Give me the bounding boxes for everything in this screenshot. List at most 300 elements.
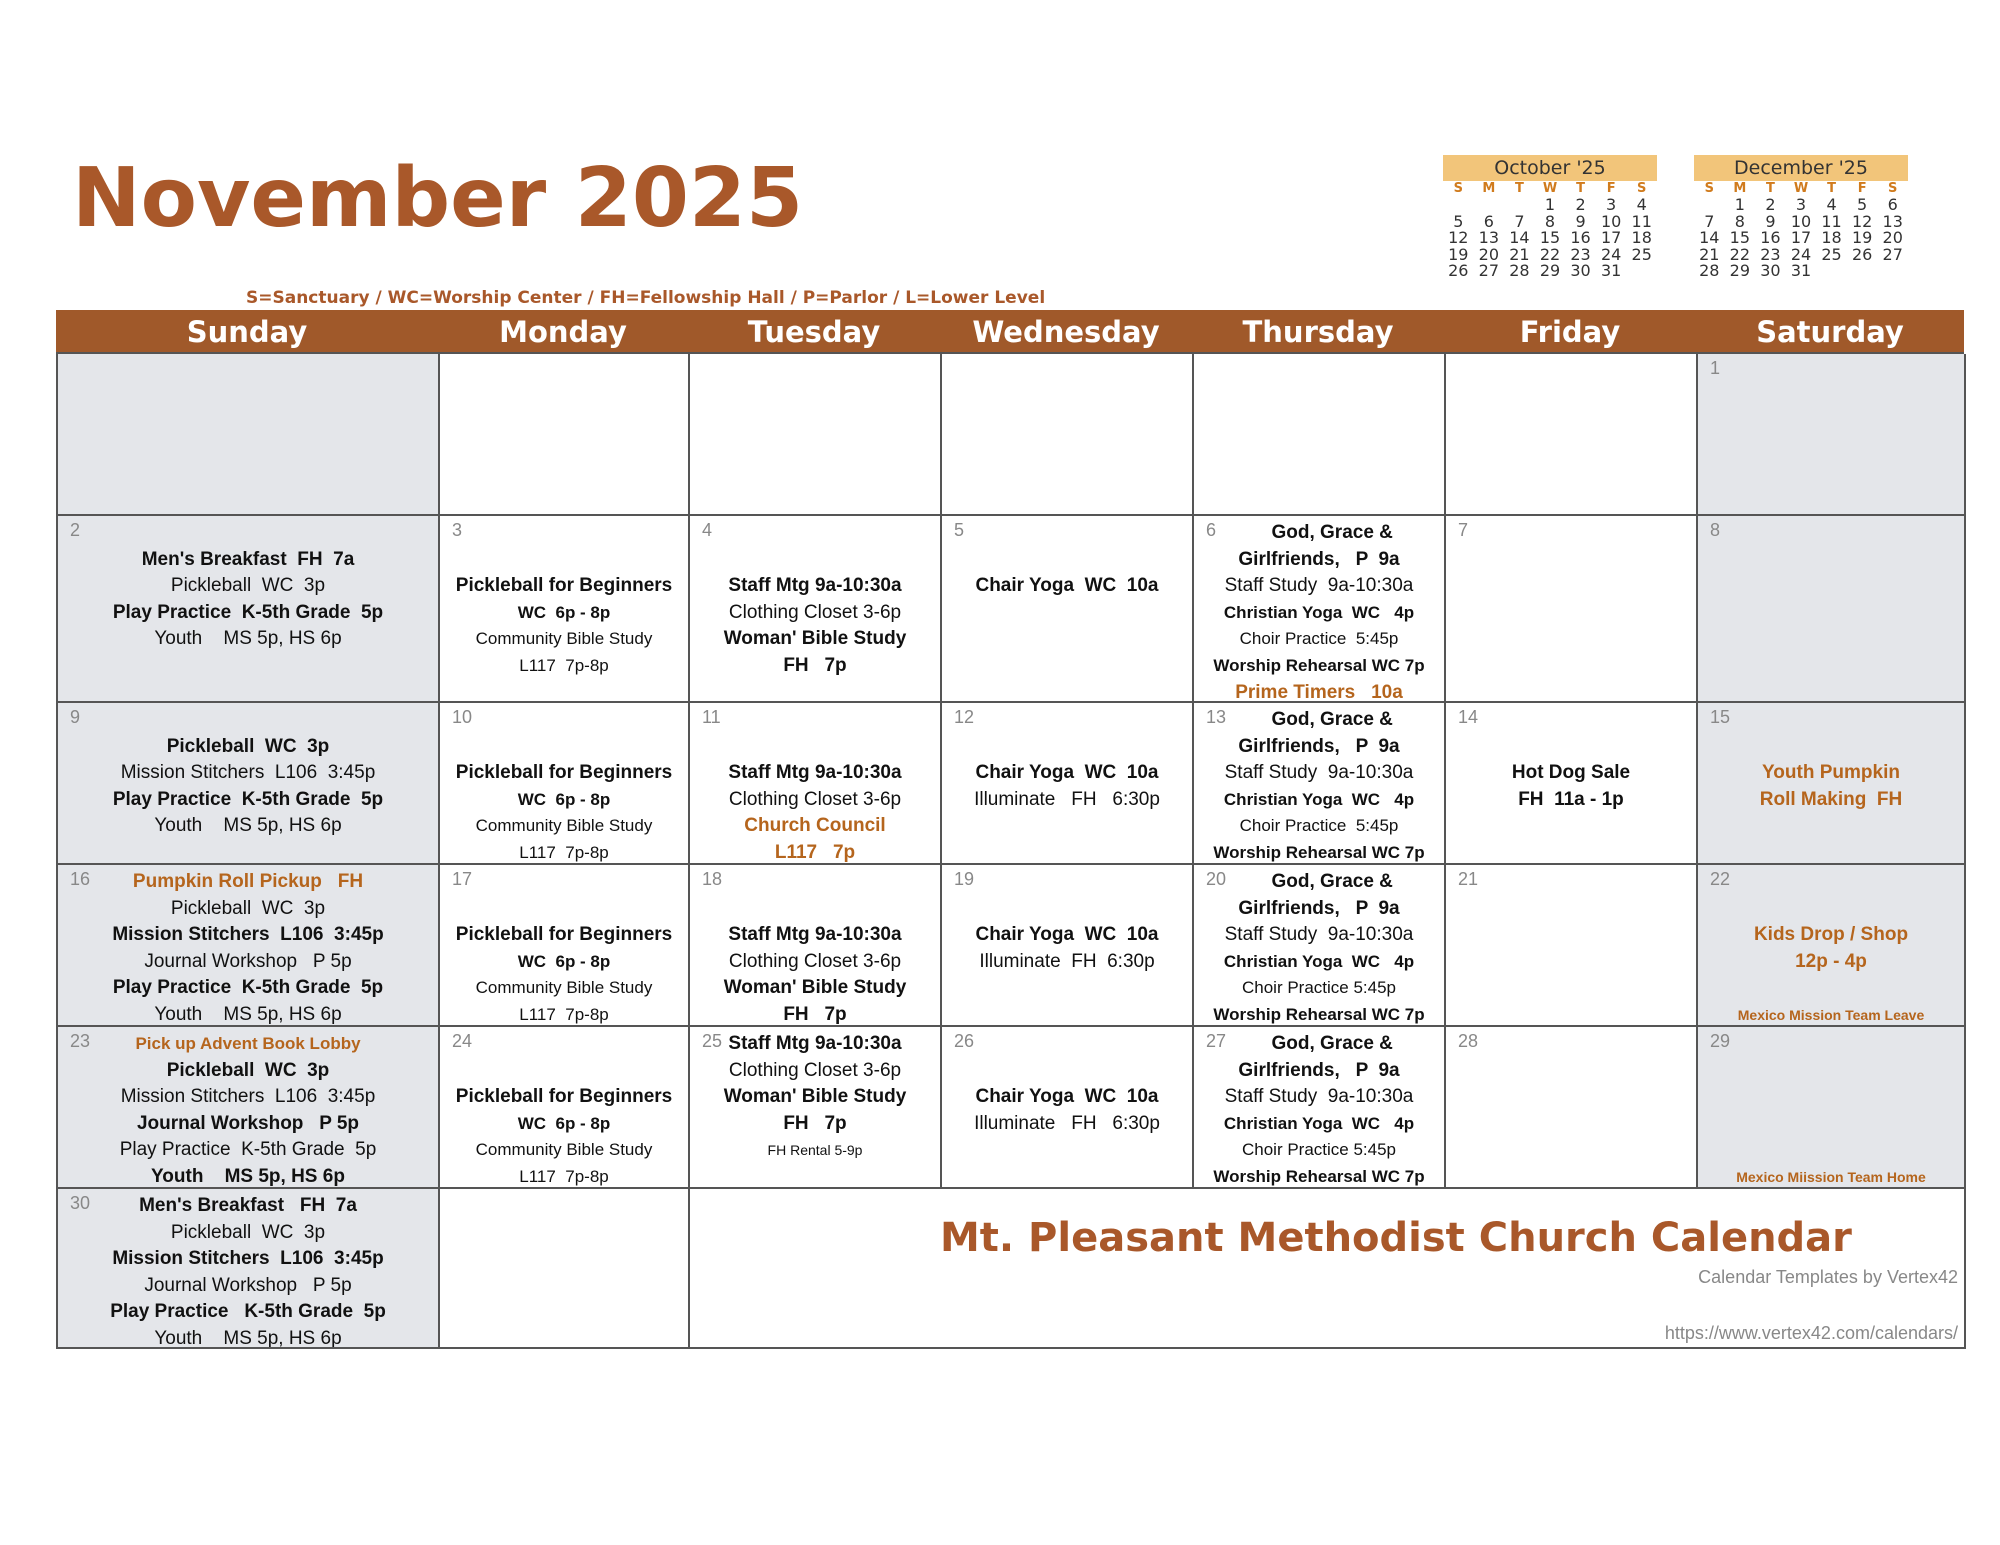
- event-line: Pickleball WC 3p: [166, 735, 330, 757]
- church-calendar-title: Mt. Pleasant Methodist Church Calendar: [940, 1215, 1852, 1261]
- event-line: [942, 547, 1192, 574]
- mini-day: 26: [1448, 261, 1469, 280]
- event-line: Christian Yoga WC 4p: [1223, 951, 1415, 971]
- mini-day: 26: [1851, 244, 1873, 264]
- month-calendar: [56, 310, 1964, 1349]
- event-list: [690, 707, 940, 865]
- mini-day: 13: [1478, 228, 1500, 247]
- weekday-header: [56, 310, 1964, 352]
- event-line: Pick up Advent Book Lobby: [135, 1034, 361, 1053]
- event-line: Roll Making FH: [1759, 788, 1903, 810]
- mini-day: 15: [1729, 228, 1751, 247]
- event-line: WC 6p - 8p: [517, 1113, 611, 1133]
- event-line: Pickleball WC 3p: [170, 575, 326, 597]
- event-line: Girlfriends, P 9a: [1238, 1059, 1400, 1081]
- event-list: [690, 869, 940, 1027]
- mini-day: 17: [1790, 228, 1812, 247]
- event-line: Play Practice K-5th Grade 5p: [112, 601, 384, 623]
- event-line: Mexico Mission Team Leave: [1737, 1006, 1925, 1023]
- mini-day: 10: [1790, 211, 1812, 231]
- day-number: 27: [1206, 1031, 1227, 1051]
- day-number: 20: [1206, 869, 1227, 889]
- weekday-saturday: Saturday: [1756, 315, 1904, 349]
- event-line: Worship Rehearsal WC 7p: [1213, 842, 1425, 862]
- event-list: [58, 1031, 438, 1189]
- mini-day: 14: [1509, 228, 1530, 247]
- weekday-monday: Monday: [499, 315, 627, 349]
- mini-day: 20: [1882, 228, 1903, 247]
- event-line: WC 6p - 8p: [517, 602, 611, 622]
- event-line: Community Bible Study: [475, 629, 653, 649]
- event-line: [1698, 975, 1964, 1002]
- event-line: Mission Stitchers L106 3:45p: [112, 1248, 384, 1270]
- event-line: Staff Study 9a-10:30a: [1224, 575, 1414, 597]
- event-line: Pickleball WC 3p: [170, 1221, 326, 1243]
- event-line: [440, 707, 688, 734]
- event-line: [1698, 1058, 1964, 1085]
- mini-weekday-label: M: [1733, 181, 1747, 196]
- mini-day: 8: [1544, 211, 1556, 231]
- event-line: [690, 707, 940, 734]
- event-line: FH 11a - 1p: [1518, 788, 1624, 810]
- event-line: Worship Rehearsal WC 7p: [1213, 655, 1425, 675]
- event-line: God, Grace &: [1245, 871, 1393, 892]
- event-line: [1698, 1137, 1964, 1164]
- event-line: Staff Study 9a-10:30a: [1224, 1086, 1414, 1108]
- day-number: 2: [70, 520, 81, 540]
- mini-day: [1816, 263, 1847, 280]
- mini-day: 28: [1509, 261, 1530, 280]
- day-cell[interactable]: [942, 516, 1194, 703]
- weekday-sunday: Sunday: [186, 315, 308, 349]
- event-line: [942, 1058, 1192, 1085]
- event-line: Choir Practice 5:45p: [1239, 629, 1399, 649]
- mini-day: 21: [1699, 244, 1720, 264]
- event-line: Illuminate FH 6:30p: [974, 1112, 1160, 1134]
- event-list: [942, 707, 1192, 813]
- mini-calendar-days: [1443, 197, 1657, 280]
- day-cell[interactable]: [1194, 703, 1446, 865]
- weekday-wednesday: Wednesday: [972, 315, 1160, 349]
- mini-day: 24: [1600, 244, 1622, 264]
- event-line: Youth Pumpkin: [1762, 762, 1900, 784]
- mini-day: 28: [1699, 261, 1720, 280]
- mini-day: 22: [1729, 244, 1751, 264]
- mini-day: 17: [1600, 228, 1622, 247]
- event-line: Journal Workshop P 5p: [136, 1112, 360, 1134]
- event-line: [942, 896, 1192, 923]
- day-number: 29: [1710, 1031, 1731, 1051]
- day-cell[interactable]: [942, 354, 1194, 516]
- event-list: [1194, 1031, 1444, 1189]
- day-number: 7: [1458, 520, 1469, 540]
- event-line: Mission Stitchers L106 3:45p: [120, 762, 376, 784]
- event-line: Chair Yoga WC 10a: [975, 924, 1159, 946]
- mini-day: 25: [1821, 244, 1842, 264]
- event-line: Woman' Bible Study: [723, 1086, 907, 1108]
- mini-day: 12: [1851, 211, 1873, 231]
- event-line: [1698, 1084, 1964, 1111]
- event-line: [58, 707, 438, 734]
- day-cell[interactable]: [1194, 865, 1446, 1027]
- day-cell[interactable]: [440, 1027, 690, 1189]
- mini-day: 5: [1857, 195, 1868, 214]
- day-number: 10: [452, 707, 473, 727]
- day-cell[interactable]: [440, 703, 690, 865]
- event-line: [942, 1031, 1192, 1058]
- event-list: [440, 869, 688, 1027]
- mini-day: 7: [1704, 211, 1715, 231]
- mini-weekday-label: W: [1542, 181, 1558, 196]
- event-line: Christian Yoga WC 4p: [1223, 602, 1415, 622]
- event-list: [690, 520, 940, 680]
- weekday-friday: Friday: [1519, 315, 1621, 349]
- event-line: Choir Practice 5:45p: [1241, 978, 1397, 998]
- day-number: 8: [1710, 520, 1721, 540]
- event-list: [1194, 707, 1444, 865]
- event-line: FH 7p: [783, 1112, 847, 1134]
- event-line: Chair Yoga WC 10a: [975, 762, 1159, 784]
- event-line: L117 7p-8p: [519, 1004, 609, 1024]
- day-cell[interactable]: [440, 516, 690, 703]
- day-cell[interactable]: [1446, 865, 1698, 1027]
- event-line: Community Bible Study: [475, 816, 653, 836]
- mini-calendar-december: [1694, 155, 1908, 280]
- mini-weekday-label: S: [1704, 181, 1714, 196]
- day-cell[interactable]: [1698, 354, 1966, 516]
- day-cell[interactable]: [440, 865, 690, 1027]
- event-line: [1446, 734, 1696, 761]
- event-line: Staff Mtg 9a-10:30a: [728, 575, 902, 597]
- mini-weekday-label: T: [1576, 181, 1585, 196]
- event-line: Illuminate FH 6:30p: [979, 950, 1155, 972]
- day-number: 4: [702, 520, 713, 540]
- day-cell[interactable]: [440, 354, 690, 516]
- mini-weekday-label: W: [1793, 181, 1809, 196]
- day-number: 22: [1710, 869, 1731, 889]
- event-line: Youth MS 5p, HS 6p: [154, 815, 342, 837]
- event-line: [440, 520, 688, 547]
- mini-day: 19: [1851, 228, 1873, 247]
- mini-day: 19: [1448, 244, 1469, 264]
- day-cell[interactable]: [690, 865, 942, 1027]
- event-line: Journal Workshop P 5p: [144, 1274, 352, 1296]
- event-line: L117 7p: [774, 841, 856, 863]
- event-line: Staff Study 9a-10:30a: [1224, 924, 1414, 946]
- calendar-grid: [56, 352, 1964, 1349]
- event-line: Play Practice K-5th Grade 5p: [110, 1301, 386, 1323]
- mini-day: 14: [1699, 228, 1720, 247]
- day-number: 19: [954, 869, 975, 889]
- event-list: [58, 1193, 438, 1349]
- event-line: Christian Yoga WC 4p: [1223, 1113, 1415, 1133]
- event-line: [440, 547, 688, 574]
- event-list: [942, 520, 1192, 600]
- mini-day: 1: [1734, 195, 1745, 214]
- mini-calendar-october: [1443, 155, 1657, 280]
- day-number: 13: [1206, 707, 1227, 727]
- event-line: [690, 547, 940, 574]
- day-number: 9: [70, 707, 81, 727]
- event-line: Clothing Closet 3-6p: [728, 601, 902, 623]
- day-cell[interactable]: [942, 703, 1194, 865]
- day-cell[interactable]: [1446, 516, 1698, 703]
- day-cell[interactable]: [942, 1027, 1194, 1189]
- event-list: [58, 520, 438, 653]
- event-line: Pickleball for Beginners: [455, 762, 673, 784]
- event-line: L117 7p-8p: [519, 655, 609, 675]
- event-line: WC 6p - 8p: [517, 789, 611, 809]
- event-line: [942, 520, 1192, 547]
- event-list: [942, 869, 1192, 975]
- day-cell[interactable]: [58, 1027, 440, 1189]
- mini-day: 31: [1600, 261, 1622, 280]
- event-line: Choir Practice 5:45p: [1241, 1140, 1397, 1160]
- event-line: [440, 1058, 688, 1085]
- day-number: 24: [452, 1031, 473, 1051]
- mini-day: 16: [1570, 228, 1591, 247]
- event-line: Pickleball for Beginners: [455, 1086, 673, 1108]
- event-line: Hot Dog Sale: [1511, 762, 1631, 784]
- event-line: Youth MS 5p, HS 6p: [154, 1003, 342, 1025]
- event-line: L117 7p-8p: [519, 842, 609, 862]
- day-cell[interactable]: [1698, 703, 1966, 865]
- day-cell[interactable]: [58, 703, 440, 865]
- template-url-link[interactable]: https://www.vertex42.com/calendars/: [1664, 1323, 1958, 1343]
- mini-day: [1877, 263, 1908, 280]
- day-cell[interactable]: [690, 354, 942, 516]
- event-line: Girlfriends, P 9a: [1238, 897, 1400, 919]
- mini-weekday-label: F: [1606, 181, 1616, 196]
- event-line: Staff Study 9a-10:30a: [1224, 762, 1414, 784]
- day-cell[interactable]: [1194, 1027, 1446, 1189]
- event-line: [440, 896, 688, 923]
- mini-day: 23: [1570, 244, 1591, 264]
- day-cell[interactable]: [690, 1027, 942, 1189]
- event-line: [690, 520, 940, 547]
- event-line: Pickleball for Beginners: [455, 575, 673, 597]
- day-cell[interactable]: [1446, 1027, 1698, 1189]
- event-line: Clothing Closet 3-6p: [728, 950, 902, 972]
- day-number: 30: [70, 1193, 91, 1213]
- mini-weekday-label: T: [1514, 181, 1524, 196]
- event-line: God, Grace &: [1245, 1033, 1393, 1054]
- mini-day: 7: [1514, 211, 1525, 231]
- event-line: Prime Timers 10a: [1235, 681, 1403, 703]
- day-number: 6: [1206, 520, 1217, 540]
- event-line: [440, 869, 688, 896]
- event-list: [942, 1031, 1192, 1137]
- mini-day: 6: [1887, 195, 1898, 214]
- mini-day: 5: [1453, 211, 1464, 231]
- event-list: [1698, 869, 1964, 1027]
- mini-day: 21: [1509, 244, 1530, 264]
- day-number: 25: [702, 1031, 723, 1051]
- event-line: Clothing Closet 3-6p: [728, 1059, 902, 1081]
- day-number: 21: [1458, 869, 1479, 889]
- mini-calendar-days: [1694, 197, 1908, 280]
- day-cell[interactable]: [690, 516, 942, 703]
- mini-weekday-label: S: [1888, 181, 1898, 196]
- event-line: [1698, 1111, 1964, 1138]
- event-line: [690, 734, 940, 761]
- mini-day: 27: [1882, 244, 1903, 264]
- weekday-thursday: Thursday: [1242, 315, 1394, 349]
- event-line: [1698, 1031, 1964, 1058]
- event-line: Chair Yoga WC 10a: [975, 575, 1159, 597]
- event-line: Girlfriends, P 9a: [1238, 548, 1400, 570]
- event-line: [942, 707, 1192, 734]
- day-cell[interactable]: [942, 865, 1194, 1027]
- event-line: God, Grace &: [1245, 709, 1393, 730]
- day-cell[interactable]: [1446, 354, 1698, 516]
- event-line: Clothing Closet 3-6p: [728, 788, 902, 810]
- event-line: Woman' Bible Study: [723, 628, 907, 650]
- event-line: L117 7p-8p: [519, 1166, 609, 1186]
- event-line: [1446, 707, 1696, 734]
- event-line: Community Bible Study: [475, 978, 653, 998]
- event-line: Community Bible Study: [475, 1140, 653, 1160]
- event-line: [690, 896, 940, 923]
- mini-day: 27: [1478, 261, 1500, 280]
- event-list: [690, 1031, 940, 1164]
- day-cell[interactable]: [1698, 516, 1966, 703]
- event-line: FH Rental 5-9p: [767, 1142, 863, 1159]
- mini-day: 23: [1760, 244, 1781, 264]
- event-line: Worship Rehearsal WC 7p: [1213, 1004, 1425, 1024]
- mini-day: 30: [1570, 261, 1591, 280]
- mini-day: 15: [1539, 228, 1561, 247]
- mini-day: 13: [1882, 211, 1903, 231]
- event-list: [440, 707, 688, 865]
- mini-day: 29: [1729, 261, 1751, 280]
- event-line: [1698, 734, 1964, 761]
- event-line: [440, 734, 688, 761]
- day-cell[interactable]: [690, 703, 942, 865]
- weekday-tuesday: Tuesday: [747, 315, 881, 349]
- day-cell[interactable]: [58, 1189, 440, 1349]
- day-number: 26: [954, 1031, 975, 1051]
- event-line: Play Practice K-5th Grade 5p: [112, 977, 384, 999]
- event-line: Pumpkin Roll Pickup FH: [132, 871, 364, 892]
- event-line: Choir Practice 5:45p: [1239, 816, 1399, 836]
- event-line: [1698, 896, 1964, 923]
- location-legend: S=Sanctuary / WC=Worship Center / FH=Fellowship Hall / P=Parlor / L=Lower Level: [246, 288, 1046, 308]
- event-line: Mexico Miission Team Home: [1736, 1168, 1926, 1185]
- day-number: 15: [1710, 707, 1731, 727]
- event-line: Staff Mtg 9a-10:30a: [728, 1033, 902, 1054]
- day-number: 12: [954, 707, 975, 727]
- event-list: [1194, 520, 1444, 703]
- event-line: Mission Stitchers L106 3:45p: [120, 1086, 376, 1108]
- mini-day: 20: [1478, 244, 1500, 264]
- mini-day: 25: [1631, 244, 1652, 264]
- event-list: [440, 1031, 688, 1189]
- event-list: [440, 520, 688, 680]
- mini-day: 9: [1575, 211, 1586, 231]
- day-cell[interactable]: [1194, 354, 1446, 516]
- day-cell[interactable]: [440, 1189, 690, 1349]
- event-line: Church Council: [744, 815, 886, 837]
- event-line: [58, 520, 438, 547]
- mini-day: 30: [1760, 261, 1781, 280]
- event-list: [58, 869, 438, 1027]
- event-line: FH 7p: [783, 1003, 847, 1025]
- mini-weekday-label: T: [1765, 181, 1775, 196]
- event-line: Kids Drop / Shop: [1753, 924, 1909, 946]
- day-number: 16: [70, 869, 91, 889]
- event-line: Youth MS 5p, HS 6p: [154, 1327, 342, 1349]
- day-cell[interactable]: [58, 516, 440, 703]
- event-line: Men's Breakfast FH 7a: [141, 548, 355, 570]
- mini-day: 3: [1795, 195, 1807, 214]
- day-cell[interactable]: [58, 865, 440, 1027]
- mini-day: 8: [1734, 211, 1745, 231]
- day-number: 3: [452, 520, 463, 540]
- mini-day: 1: [1544, 195, 1556, 214]
- event-line: Play Practice K-5th Grade 5p: [119, 1139, 377, 1161]
- page-title: November 2025: [72, 151, 803, 246]
- event-line: [942, 734, 1192, 761]
- event-list: [1698, 1031, 1964, 1189]
- day-cell[interactable]: [1194, 516, 1446, 703]
- event-line: Play Practice K-5th Grade 5p: [112, 788, 384, 810]
- day-number: 5: [954, 520, 965, 540]
- day-cell[interactable]: [1446, 703, 1698, 865]
- template-credit: Calendar Templates by Vertex42: [1698, 1267, 1958, 1287]
- day-cell[interactable]: [1698, 1027, 1966, 1189]
- mini-day: 22: [1539, 244, 1561, 264]
- mini-day: 18: [1821, 228, 1842, 247]
- mini-day: 11: [1821, 211, 1842, 231]
- event-line: [1698, 869, 1964, 896]
- mini-day: 4: [1636, 195, 1647, 214]
- event-line: Staff Mtg 9a-10:30a: [728, 762, 902, 784]
- mini-day: 3: [1606, 195, 1617, 214]
- day-number: 18: [702, 869, 723, 889]
- mini-day: 18: [1631, 228, 1652, 247]
- mini-day: [1626, 263, 1657, 280]
- day-number: 11: [702, 707, 721, 727]
- event-line: Youth MS 5p, HS 6p: [154, 628, 342, 650]
- event-line: Illuminate FH 6:30p: [974, 788, 1160, 810]
- event-line: God, Grace &: [1245, 522, 1393, 543]
- event-line: Worship Rehearsal WC 7p: [1213, 1166, 1425, 1186]
- mini-day: 29: [1539, 261, 1561, 280]
- day-number: 23: [70, 1031, 91, 1051]
- mini-day: 10: [1600, 211, 1622, 231]
- mini-day: 24: [1790, 244, 1812, 264]
- day-cell[interactable]: [1698, 865, 1966, 1027]
- mini-weekday-label: F: [1857, 181, 1867, 196]
- event-list: [58, 707, 438, 840]
- event-line: 12p - 4p: [1795, 950, 1867, 972]
- mini-day: 11: [1631, 211, 1652, 231]
- day-cell[interactable]: [58, 354, 440, 516]
- event-line: Girlfriends, P 9a: [1238, 735, 1400, 757]
- event-line: [942, 869, 1192, 896]
- event-list: [1446, 707, 1696, 813]
- mini-day: 9: [1765, 211, 1776, 231]
- day-number: 17: [452, 869, 473, 889]
- event-line: Woman' Bible Study: [723, 977, 907, 999]
- event-line: [1698, 707, 1964, 734]
- event-line: Mission Stitchers L106 3:45p: [112, 924, 384, 946]
- event-list: [1698, 707, 1964, 813]
- event-line: WC 6p - 8p: [517, 951, 611, 971]
- mini-weekday-label: S: [1453, 181, 1463, 196]
- mini-day: 12: [1448, 228, 1469, 247]
